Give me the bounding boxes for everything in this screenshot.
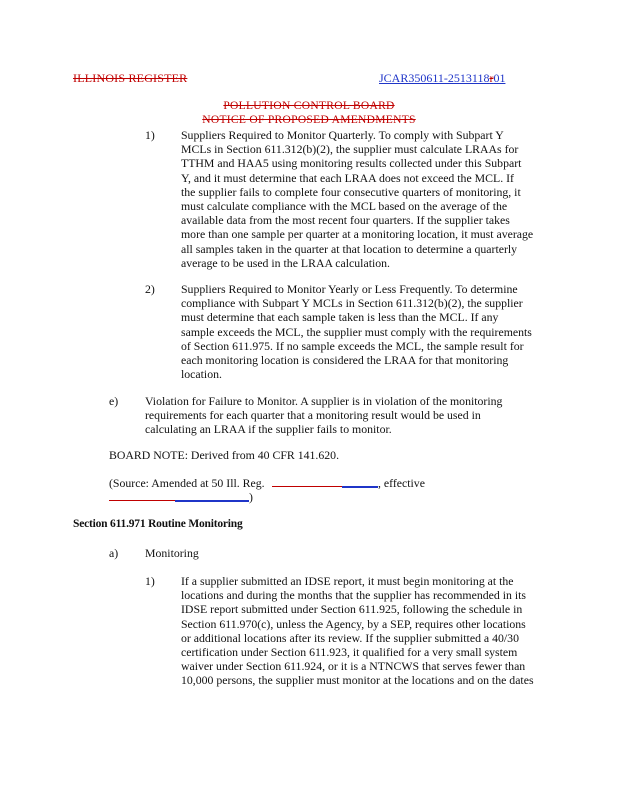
source-close: ) xyxy=(249,490,253,504)
board-note: BOARD NOTE: Derived from 40 CFR 141.620. xyxy=(109,448,340,462)
text-line: more than one sample per quarter at a monitoring location, it must average xyxy=(181,227,534,242)
text-line: calculating an LRAA if the supplier fails to monitor. xyxy=(145,422,392,437)
item-2-number: 2) xyxy=(145,282,155,296)
subsection-a-letter: a) xyxy=(109,546,119,560)
text-line: Violation for Failure to Monitor. A supplier is in violation of the monitoring xyxy=(145,394,503,408)
deleted-effective-line xyxy=(109,500,175,501)
subsection-a-label: Monitoring xyxy=(145,546,199,560)
register-header: ILLINOIS REGISTER xyxy=(73,71,188,85)
text-line: Y, and it must determine that each LRAA does not exceed the MCL. If xyxy=(181,170,514,185)
text-line: average to be used in the LRAA calculation. xyxy=(181,255,390,270)
text-line: sample exceeds the MCL, the supplier must comply with the requirements xyxy=(181,324,532,339)
text-line: TTHM and HAA5 using monitoring results collected under this Subpart xyxy=(181,156,522,171)
jcar-main: JCAR350611-2513118 xyxy=(379,71,490,85)
jcar-struck: r xyxy=(489,71,494,85)
deleted-date-line xyxy=(272,486,342,487)
item-1-number: 1) xyxy=(145,128,155,142)
inserted-date-line xyxy=(342,486,378,488)
text-line: certification under Section 611.923, it qualified for a very small system xyxy=(181,645,518,660)
subsection-e-letter: e) xyxy=(109,394,119,408)
text-line: requirements for each quarter that a monitoring result would be used in xyxy=(145,408,481,423)
source-text: (Source: Amended at 50 Ill. Reg. xyxy=(109,476,265,490)
source-effective: , effective xyxy=(378,476,425,490)
jcar-number xyxy=(379,71,505,86)
text-line: or additional locations after its review. If the supplier submitted a 40/30 xyxy=(181,630,519,645)
board-heading: POLLUTION CONTROL BOARD xyxy=(223,100,395,112)
notice-heading: NOTICE OF PROPOSED AMENDMENTS xyxy=(202,114,416,126)
text-line: locations and during the months that the supplier has recommended in its xyxy=(181,588,526,603)
text-line: must determine that each sample taken is less than the MCL. If any xyxy=(181,310,499,325)
text-line: of Section 611.975. If no sample exceeds the MCL, the sample result for xyxy=(181,338,524,353)
text-line: Section 611.970(c), unless the Agency, by a SEP, requires other locations xyxy=(181,616,526,631)
item-a1-number: 1) xyxy=(145,574,155,588)
item-1-text xyxy=(181,128,581,270)
text-line: IDSE report submitted under Section 611.925, following the schedule in xyxy=(181,602,523,617)
text-line: must calculate compliance with the MCL based on the average of the xyxy=(181,199,508,214)
text-line: Suppliers Required to Monitor Quarterly. To comply with Subpart Y xyxy=(181,128,504,142)
text-line: Suppliers Required to Monitor Yearly or Less Frequently. To determine xyxy=(181,282,518,296)
section-heading: Section 611.971 Routine Monitoring xyxy=(73,518,243,530)
item-a1-text xyxy=(181,574,591,688)
inserted-effective-line xyxy=(175,500,249,502)
text-line: 10,000 persons, the supplier must monitor at the locations and on the dates xyxy=(181,673,534,688)
text-line: compliance with Subpart Y MCLs in Section 611.312(b)(2), the supplier xyxy=(181,296,523,311)
text-line: all samples taken in the quarter at that location to determine a quarterly xyxy=(181,241,518,256)
text-line: each monitoring location is considered the LRAA for that monitoring xyxy=(181,353,509,368)
text-line: MCLs in Section 611.312(b)(2), the supplier must calculate LRAAs for xyxy=(181,142,519,157)
subsection-e-text xyxy=(145,394,585,437)
text-line: the supplier fails to complete four consecutive quarters of monitoring, it xyxy=(181,184,521,199)
jcar-end: 01 xyxy=(493,71,506,85)
item-2-text xyxy=(181,282,581,381)
text-line: If a supplier submitted an IDSE report, it must begin monitoring at the xyxy=(181,574,514,588)
text-line: available data from the most recent four quarters. If the supplier takes xyxy=(181,213,510,228)
text-line: location. xyxy=(181,367,222,382)
text-line: waiver under Section 611.924, or it is a NTNCWS that serves fewer than xyxy=(181,659,526,674)
